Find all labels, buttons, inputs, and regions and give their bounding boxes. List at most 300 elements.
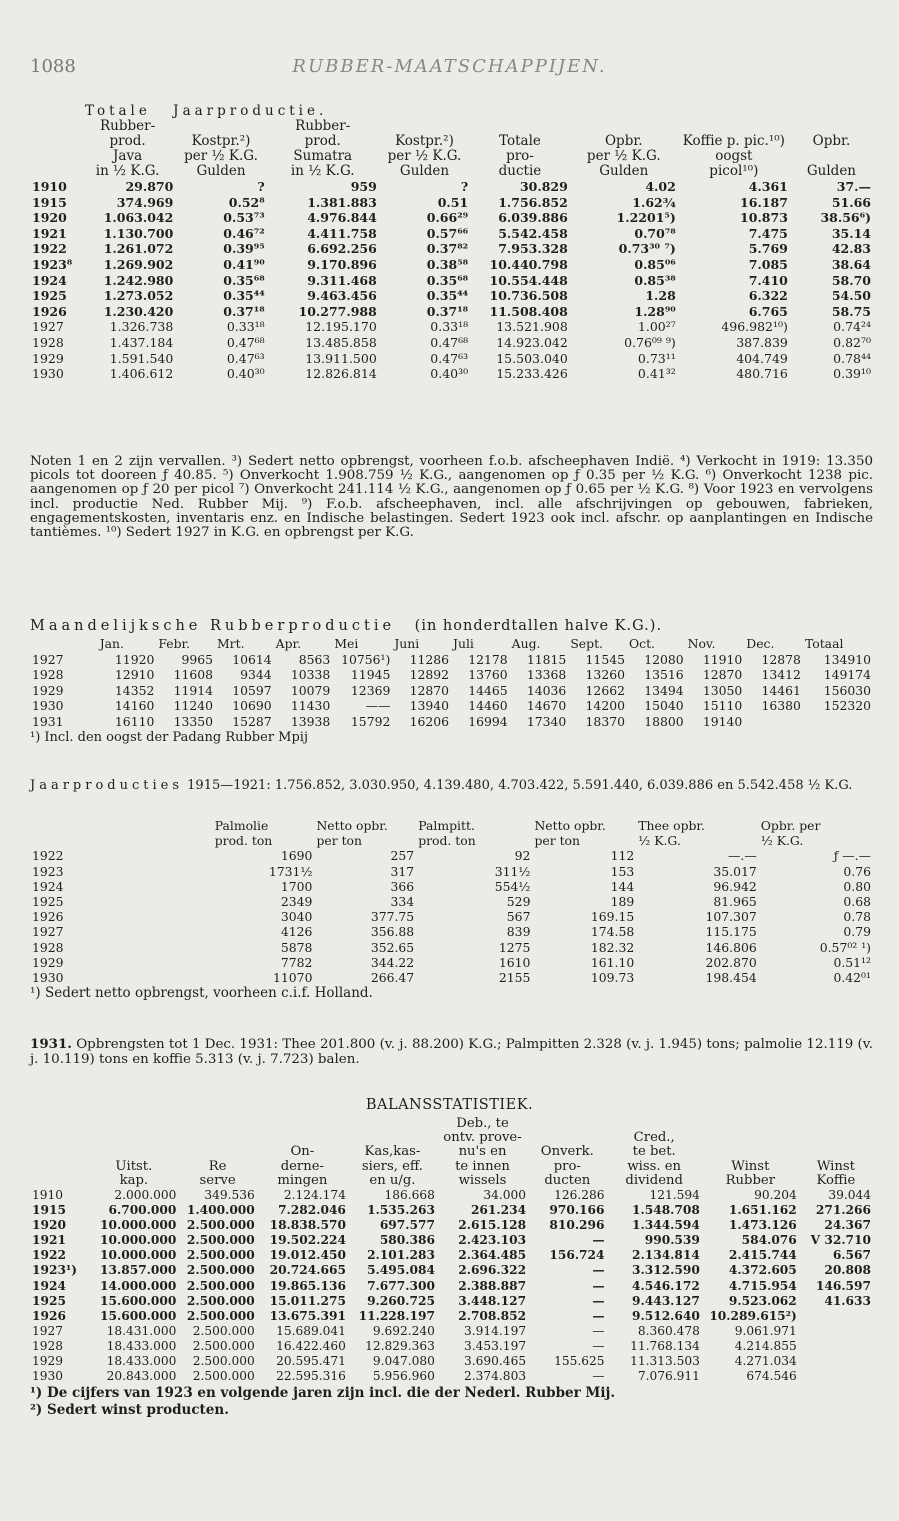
production-cell: 0.38⁵⁸ — [426, 256, 469, 272]
balans-cell: 2.615.128 — [458, 1218, 527, 1233]
monthly-cell: 13412 — [761, 667, 801, 682]
palm-row — [30, 894, 873, 909]
production-row — [30, 257, 873, 273]
production-cell: 6.692.256 — [307, 241, 377, 257]
monthly-cell: 13260 — [585, 667, 625, 682]
production-cell: 1.326.738 — [109, 319, 174, 335]
yearprod-text: 1915—1921: 1.756.852, 3.030.950, 4.139.480, 4.703.422, 5.591.440, 6.039.886 en 5.542.458 ½ K.G. — [183, 778, 853, 793]
monthly-row — [30, 714, 873, 730]
production-cell: 15.233.426 — [496, 366, 568, 382]
monthly-cell: 14461 — [761, 682, 801, 698]
balans-cell: 2.134.814 — [632, 1248, 700, 1263]
palm-row — [30, 924, 873, 939]
notes-paragraph — [30, 455, 873, 540]
balans-cell: 2.500.000 — [186, 1233, 255, 1248]
balans-cell: 19.865.136 — [269, 1278, 346, 1293]
production-cell: 387.839 — [736, 334, 788, 350]
production-cell: 16.187 — [740, 194, 788, 210]
balans-row — [30, 1203, 873, 1218]
balans-header-2: On- derne- mingen — [277, 1144, 328, 1188]
production-cell: 58.75 — [831, 303, 871, 319]
production-cell: 35.14 — [831, 225, 871, 241]
balans-cell: 11.768.134 — [630, 1338, 700, 1353]
production-cell: 4.361 — [748, 179, 788, 194]
palm-row — [30, 970, 873, 985]
production-cell: 14.923.042 — [496, 334, 568, 350]
balans-cell: 261.234 — [470, 1203, 527, 1218]
monthly-year-cell: 1928 — [32, 667, 64, 682]
palm-cell: 554½ — [494, 878, 531, 894]
balans-cell: 2.500.000 — [186, 1263, 255, 1278]
palm-cell: 356.88 — [370, 924, 415, 940]
balans-cell: 13.675.391 — [269, 1308, 346, 1323]
production-year-cell: 1910 — [32, 179, 67, 194]
production-cell: 0.35⁶⁸ — [426, 272, 469, 288]
production-cell: 0.33¹⁸ — [226, 319, 265, 335]
balans-cell: V 32.710 — [810, 1233, 871, 1248]
monthly-row — [30, 667, 873, 683]
production-header-2: Rubber- prod. Sumatra in ½ K.G. — [290, 118, 355, 179]
monthly-cell: 10338 — [290, 667, 331, 682]
balans-cell: 1.651.162 — [728, 1203, 797, 1218]
production-cell: 1.230.420 — [103, 303, 174, 319]
production-cell: 7.410 — [748, 272, 788, 288]
balans-cell: 11.228.197 — [358, 1308, 435, 1323]
production-cell: 0.53⁷³ — [223, 210, 265, 226]
production-cell: 496.982¹⁰) — [721, 319, 788, 335]
production-cell: 0.73¹¹ — [637, 350, 676, 366]
balans-cell: 2.124.174 — [283, 1188, 346, 1203]
palm-cell: 3040 — [280, 909, 313, 925]
production-year-cell: 1915 — [32, 194, 67, 210]
palm-row — [30, 879, 873, 894]
production-cell: 1.00²⁷ — [637, 319, 676, 335]
balans-cell: 3.312.590 — [632, 1263, 700, 1278]
production-cell: 0.39¹⁰ — [833, 366, 871, 382]
monthly-cell: 19140 — [702, 713, 743, 729]
production-year-cell: 1922 — [32, 241, 67, 257]
balans-year-cell: 1915 — [32, 1203, 66, 1218]
balans-cell: 580.386 — [379, 1233, 435, 1248]
balans-row — [30, 1233, 873, 1248]
production-year-cell: 1925 — [32, 288, 67, 304]
palm-cell: 109.73 — [590, 970, 635, 986]
production-year-cell: 1924 — [32, 272, 67, 288]
balans-cell: 2.500.000 — [192, 1323, 255, 1338]
balans-cell: 10.289.615²) — [709, 1308, 797, 1323]
production-row — [30, 210, 873, 226]
palm-year-cell: 1924 — [32, 878, 64, 894]
balans-header-4: Deb., te ontv. prove- nu's en te innen wissels — [443, 1116, 522, 1188]
production-cell: 58.70 — [831, 272, 871, 288]
balans-year-cell: 1928 — [32, 1338, 64, 1353]
balans-year-cell: 1924 — [32, 1278, 66, 1293]
production-cell: 0.76⁰⁹ ⁹) — [624, 334, 676, 350]
production-year-cell: 1920 — [32, 210, 67, 226]
production-cell: 0.35⁴⁴ — [223, 288, 265, 304]
palm-cell: 96.942 — [713, 878, 757, 894]
palm-cell: 1700 — [280, 878, 313, 894]
production-cell: 480.716 — [736, 366, 788, 382]
balans-cell: 810.296 — [549, 1218, 605, 1233]
production-year-cell: 1928 — [32, 334, 64, 350]
production-cell: 0.82⁷⁰ — [833, 334, 871, 350]
monthly-header-3: Apr. — [275, 636, 302, 651]
production-row — [30, 319, 873, 335]
production-cell: 1.273.052 — [103, 288, 174, 304]
monthly-header-12: Totaal — [804, 636, 844, 651]
production-cell: ? — [460, 179, 469, 194]
palm-header-3: Netto opbr. per ton — [534, 818, 606, 849]
balans-cell: 14.000.000 — [100, 1278, 177, 1293]
production-cell: 0.40³⁰ — [226, 366, 265, 382]
balans-cell: 146.597 — [815, 1278, 871, 1293]
monthly-year-cell: 1930 — [32, 698, 64, 713]
balans-cell: 3.690.465 — [464, 1354, 527, 1369]
monthly-cell: 12878 — [761, 651, 801, 667]
production-cell: 0.37¹⁸ — [223, 303, 265, 319]
monthly-cell: 15287 — [232, 713, 272, 729]
monthly-row — [30, 652, 873, 668]
paragraph-1931-year: 1931. — [30, 1036, 72, 1052]
production-cell: 0.35⁴⁴ — [426, 288, 469, 304]
palm-cell: —.— — [728, 848, 757, 864]
balans-cell: 10.000.000 — [100, 1248, 177, 1263]
balans-cell: 34.000 — [483, 1188, 527, 1203]
production-table — [30, 119, 873, 382]
palm-cell: 257 — [390, 848, 415, 864]
balans-cell: 19.012.450 — [269, 1248, 346, 1263]
balans-cell: 7.677.300 — [367, 1278, 435, 1293]
palm-cell: 1275 — [498, 939, 531, 955]
palm-cell: 0.76 — [843, 863, 871, 879]
monthly-header-4: Mei — [334, 636, 359, 651]
balans-cell: 20.724.665 — [269, 1263, 346, 1278]
balans-cell: 2.000.000 — [114, 1188, 177, 1203]
monthly-cell: 11914 — [173, 682, 213, 698]
balans-year-cell: 1910 — [32, 1188, 64, 1203]
balans-cell: 186.668 — [384, 1188, 435, 1203]
balans-year-cell: 1923¹) — [32, 1263, 78, 1278]
palm-cell: 198.454 — [705, 970, 757, 986]
monthly-table — [30, 636, 873, 729]
production-header-5: Opbr. per ½ K.G. Gulden — [586, 133, 661, 179]
balans-cell: 2.500.000 — [186, 1278, 255, 1293]
balans-cell: 9.692.240 — [372, 1323, 435, 1338]
balans-footnote-1: ¹) De cijfers van 1923 en volgende jaren zijn incl. die der Nederl. Rubber Mij. — [30, 1385, 616, 1402]
balans-table — [30, 1117, 873, 1384]
balans-year-cell: 1929 — [32, 1354, 64, 1369]
balans-cell: 2.708.852 — [458, 1308, 527, 1323]
balans-cell: 2.696.322 — [458, 1263, 527, 1278]
monthly-cell: 13350 — [173, 713, 213, 729]
palm-cell: 81.965 — [713, 894, 757, 910]
balans-year-cell: 1926 — [32, 1308, 66, 1323]
balans-cell — [799, 1309, 873, 1324]
monthly-cell: 10597 — [232, 682, 272, 698]
balans-row — [30, 1218, 873, 1233]
monthly-cell: 12178 — [468, 651, 508, 667]
balans-cell: — — [592, 1233, 605, 1248]
balans-cell: 349.536 — [204, 1188, 255, 1203]
production-title-a: Totale — [85, 103, 151, 119]
balans-cell: 4.271.034 — [734, 1354, 797, 1369]
balans-cell: 24.367 — [824, 1218, 871, 1233]
balans-year-cell: 1925 — [32, 1293, 66, 1308]
monthly-subtitle: (in honderdtallen halve K.G.). — [414, 618, 663, 634]
monthly-header-10: Nov. — [687, 636, 716, 651]
monthly-cell: 13938 — [290, 713, 331, 729]
palm-header-5: Opbr. per ½ K.G. — [760, 818, 821, 849]
production-cell: 0.46⁷² — [223, 225, 265, 241]
balans-year-cell: 1927 — [32, 1323, 64, 1338]
palm-cell: 144 — [610, 878, 635, 894]
palm-year-cell: 1926 — [32, 909, 64, 925]
monthly-cell: 14352 — [114, 682, 155, 698]
production-cell: 1.261.072 — [103, 241, 174, 257]
production-cell: 374.969 — [116, 194, 174, 210]
production-header-7: Opbr. Gulden — [806, 133, 856, 179]
monthly-cell: 11945 — [350, 667, 391, 682]
monthly-cell: 10690 — [232, 698, 272, 713]
monthly-cell: 14200 — [585, 698, 625, 713]
production-header-6: Koffie p. pic.¹⁰) oogst picol¹⁰) — [682, 133, 785, 179]
balans-header-3: Kas,kas- siers, eff. en u/g. — [361, 1144, 423, 1188]
production-title — [30, 104, 873, 119]
palm-cell: 182.32 — [590, 939, 635, 955]
palm-cell: 1610 — [498, 954, 531, 970]
monthly-header-7: Aug. — [511, 636, 541, 651]
production-cell: 6.322 — [748, 288, 788, 304]
monthly-cell: 10756¹) — [341, 651, 391, 667]
balans-cell: 674.546 — [746, 1369, 797, 1384]
balans-row — [30, 1263, 873, 1278]
production-cell: 9.311.468 — [307, 272, 377, 288]
production-cell: 15.503.040 — [496, 350, 568, 366]
balans-cell: 2.500.000 — [186, 1308, 255, 1323]
running-head — [30, 56, 869, 80]
palm-cell: 352.65 — [370, 939, 415, 955]
palm-cell: 2155 — [498, 970, 531, 986]
monthly-cell: 152320 — [823, 698, 871, 713]
monthly-title: Maandelijksche Rubberproductie — [30, 618, 396, 634]
production-cell: 1.406.612 — [109, 366, 174, 382]
production-cell: 7.475 — [748, 225, 788, 241]
production-cell: 9.463.456 — [307, 288, 377, 304]
production-cell: 0.70⁷⁸ — [634, 225, 676, 241]
production-row — [30, 241, 873, 257]
production-cell: 42.83 — [831, 241, 871, 257]
production-year-cell: 1923⁸ — [32, 256, 73, 272]
balans-year-cell: 1930 — [32, 1369, 64, 1384]
production-cell: 5.542.458 — [498, 225, 568, 241]
palm-cell: 112 — [610, 848, 635, 864]
production-year-cell: 1930 — [32, 366, 64, 382]
palm-cell: ƒ —.— — [833, 848, 871, 864]
palm-cell: 202.870 — [705, 954, 757, 970]
balans-cell: 11.313.503 — [630, 1354, 700, 1369]
balans-header-row — [30, 1117, 873, 1188]
balans-cell: 6.567 — [832, 1248, 871, 1263]
balans-cell: 19.502.224 — [269, 1233, 346, 1248]
production-cell: 0.66²⁹ — [426, 210, 469, 226]
production-title-b: Jaarproductie. — [173, 103, 328, 119]
production-row — [30, 273, 873, 289]
production-cell: 10.873 — [740, 210, 788, 226]
balans-header-8: Winst Koffie — [816, 1158, 856, 1188]
monthly-cell: 18370 — [585, 713, 625, 729]
balans-cell: 39.044 — [828, 1188, 871, 1203]
monthly-cell: 12662 — [585, 682, 625, 698]
monthly-cell: 16994 — [468, 713, 508, 729]
monthly-year-cell: 1927 — [32, 651, 64, 667]
monthly-header-8: Sept. — [570, 636, 603, 651]
monthly-cell: 9965 — [181, 651, 213, 667]
balans-cell: 2.388.887 — [458, 1278, 527, 1293]
balans-cell: 6.700.000 — [108, 1203, 177, 1218]
production-header-0: Rubber- prod. Java in ½ K.G. — [95, 118, 160, 179]
monthly-cell: 13494 — [644, 682, 684, 698]
balans-cell: 22.595.316 — [276, 1369, 346, 1384]
balans-cell — [799, 1339, 873, 1354]
production-cell: 4.411.758 — [307, 225, 377, 241]
monthly-header-0: Jan. — [99, 636, 124, 651]
monthly-header-1: Febr. — [158, 636, 191, 651]
balans-cell: 4.546.172 — [632, 1278, 700, 1293]
monthly-cell: 12910 — [114, 667, 155, 682]
balans-cell: 271.266 — [815, 1203, 871, 1218]
palm-footnote: ¹) Sedert netto opbrengst, voorheen c.i.f. Holland. — [30, 985, 373, 1002]
production-cell: 0.74²⁴ — [833, 319, 871, 335]
production-cell: 37.— — [836, 179, 871, 194]
balans-row — [30, 1354, 873, 1369]
balans-cell: 1.548.708 — [632, 1203, 700, 1218]
yearprod-label: Jaarproducties — [30, 778, 184, 793]
monthly-cell: 11545 — [585, 651, 625, 667]
palm-header-0: Palmolie prod. ton — [214, 818, 273, 849]
production-cell: 0.35⁶⁸ — [223, 272, 265, 288]
balans-row — [30, 1339, 873, 1354]
monthly-cell: 14160 — [114, 698, 155, 713]
palm-row — [30, 864, 873, 879]
balans-row — [30, 1248, 873, 1263]
balans-cell: 3.448.127 — [458, 1293, 527, 1308]
monthly-cell: 9344 — [240, 667, 272, 682]
balans-cell: 10.000.000 — [100, 1218, 177, 1233]
monthly-cell: 156030 — [823, 682, 871, 698]
production-cell: 13.911.500 — [305, 350, 377, 366]
balans-footnote-2: ²) Sedert winst producten. — [30, 1402, 229, 1419]
production-cell: 1.381.883 — [307, 194, 377, 210]
yearprod-paragraph — [30, 778, 873, 793]
palm-cell: 317 — [390, 863, 415, 879]
production-cell: ? — [257, 179, 265, 194]
monthly-cell: 14036 — [526, 682, 567, 698]
balans-cell — [799, 1369, 873, 1384]
balans-year-cell: 1921 — [32, 1233, 66, 1248]
monthly-cell — [803, 714, 873, 730]
production-row — [30, 288, 873, 304]
balans-cell: 5.495.084 — [367, 1263, 435, 1278]
monthly-cell: 11920 — [114, 651, 155, 667]
balans-row — [30, 1279, 873, 1294]
palm-row — [30, 940, 873, 955]
balans-year-cell: 1920 — [32, 1218, 66, 1233]
balans-cell: 18.431.000 — [106, 1323, 177, 1338]
production-cell: 0.47⁶³ — [430, 350, 469, 366]
balans-cell: — — [592, 1293, 605, 1308]
monthly-cell: 12870 — [702, 667, 743, 682]
monthly-cell: 13368 — [526, 667, 567, 682]
palm-header-2: Palmpitt. prod. ton — [418, 818, 476, 849]
balans-cell: 15.011.275 — [269, 1293, 346, 1308]
balans-cell: 2.101.283 — [367, 1248, 435, 1263]
balans-header-1: Re serve — [199, 1158, 236, 1188]
monthly-cell — [744, 714, 803, 730]
monthly-cell: 15040 — [644, 698, 684, 713]
production-cell: 1.130.700 — [103, 225, 174, 241]
balans-cell: 9.512.640 — [632, 1308, 700, 1323]
production-cell: 10.554.448 — [489, 272, 568, 288]
balans-year-cell: 1922 — [32, 1248, 66, 1263]
monthly-header-5: Juni — [394, 636, 420, 651]
monthly-cell: 14670 — [526, 698, 567, 713]
balans-cell: 697.577 — [379, 1218, 435, 1233]
production-cell: 0.52⁸ — [228, 194, 265, 210]
monthly-row — [30, 683, 873, 699]
production-cell: 11.508.408 — [489, 303, 568, 319]
palm-cell: 35.017 — [713, 863, 757, 879]
monthly-section — [30, 618, 873, 745]
palm-cell: 0.57⁰² ¹) — [819, 939, 871, 955]
balans-cell: 20.595.471 — [276, 1354, 346, 1369]
monthly-title-line — [30, 618, 873, 634]
balans-cell: 90.204 — [754, 1188, 797, 1203]
monthly-cell: —— — [365, 698, 391, 713]
monthly-cell: 13760 — [468, 667, 508, 682]
monthly-cell: 11608 — [173, 667, 213, 682]
monthly-cell: 12369 — [350, 682, 391, 698]
balans-cell: 121.594 — [649, 1188, 700, 1203]
production-cell: 38.56⁶) — [820, 210, 871, 226]
balans-cell: 2.500.000 — [192, 1354, 255, 1369]
balans-row — [30, 1188, 873, 1203]
balans-cell: 10.000.000 — [100, 1233, 177, 1248]
production-cell: 1.756.852 — [498, 194, 568, 210]
production-header-4: Totale pro- ductie — [498, 133, 542, 179]
production-cell: 1.28⁹⁰ — [634, 303, 676, 319]
balans-cell: 13.857.000 — [100, 1263, 177, 1278]
balans-cell: 970.166 — [549, 1203, 605, 1218]
monthly-cell: 10079 — [290, 682, 331, 698]
production-cell: 9.170.896 — [307, 256, 377, 272]
production-cell: 54.50 — [831, 288, 871, 304]
production-cell: 0.78⁴⁴ — [833, 350, 871, 366]
production-row — [30, 335, 873, 351]
palm-row — [30, 909, 873, 924]
monthly-header-6: Juli — [453, 636, 474, 651]
balans-header-6: Cred., te bet. wiss. en dividend — [625, 1130, 683, 1188]
production-cell: 6.039.886 — [498, 210, 568, 226]
balans-row — [30, 1294, 873, 1309]
palm-cell: 153 — [610, 863, 635, 879]
palm-cell: 11070 — [273, 970, 313, 986]
production-cell: 0.73³⁰ ⁷) — [618, 241, 676, 257]
palm-year-cell: 1922 — [32, 848, 64, 864]
balans-title: BALANSSTATISTIEK. — [365, 1097, 534, 1113]
monthly-cell: 16206 — [409, 713, 449, 729]
palm-cell: 115.175 — [705, 924, 757, 940]
